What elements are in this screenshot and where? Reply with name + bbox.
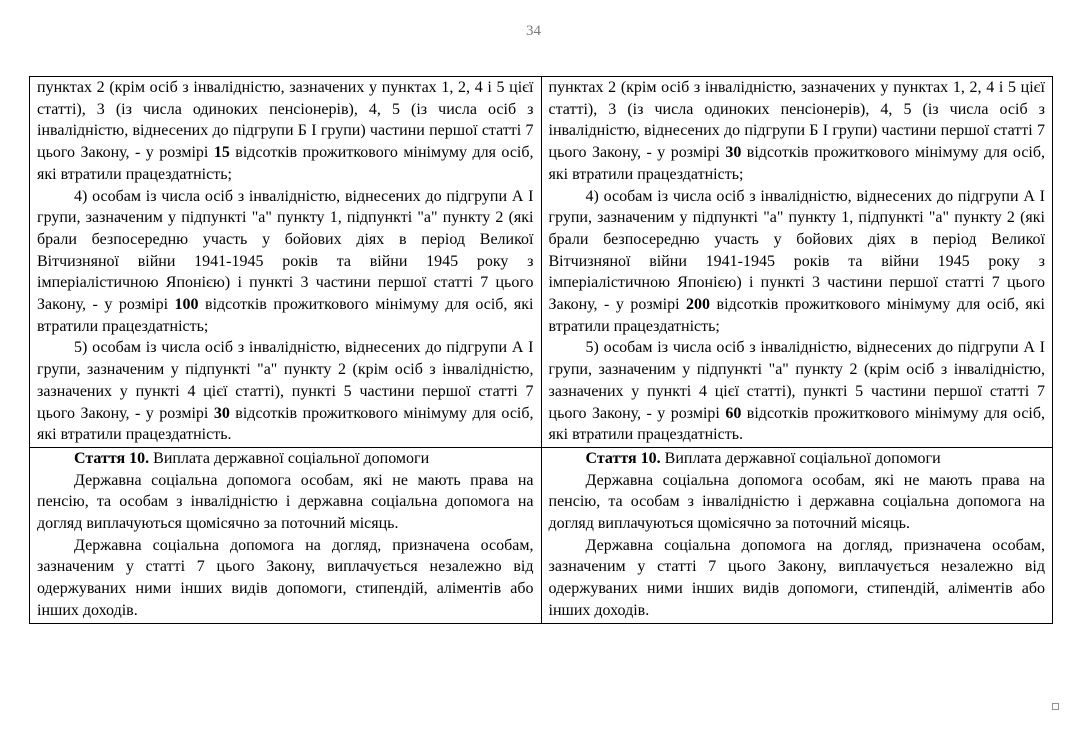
article-paragraph: Державна соціальна допомога особам, які не мають права на пенсію, та особам з інвалідністю і державна соціальна допомога на догляд виплачуються щомісячно за поточний місяць. (548, 471, 1045, 533)
paragraph-continuation (37, 77, 534, 186)
table-resize-handle[interactable] (1052, 703, 1059, 710)
paragraph-item-4 (549, 186, 1046, 338)
text-span: пунктах 2 (крім осіб з інвалідністю, зазначених у пунктах 1, 2, 4 і 5 цієї статті), 3 (із числа одиноких пенсіонерів), 4, 5 (із числа осіб з інвалідністю, віднесених до підгрупи Б І групи) частини першої статті 7 цього Закону, - у розмірі (548, 79, 1045, 162)
text-span: 4) особам із числа осіб з інвалідністю, віднесених до підгрупи А І групи, зазначеним у підпункті "а" пункту 1, підпункті "а" пункту 2 (які брали безпосередню участь у бойових діях в період Великої Вітчизняної війни 1941-1945 років та війни 1945 року з імперіалістичною Японією) і пункті 3 частини першої статті 7 цього Закону, - у розмірі (37, 187, 534, 314)
table-row (30, 447, 1053, 623)
article-paragraph: Державна соціальна допомога особам, які не мають права на пенсію, та особам з інвалідністю і державна соціальна допомога на догляд виплачуються щомісячно за поточний місяць. (37, 471, 534, 533)
article-title: Виплата державної соціальної допомоги (149, 449, 430, 467)
page-number: 34 (526, 23, 541, 39)
article-label: Стаття 10. (74, 449, 150, 467)
article-heading (37, 448, 534, 470)
article-label: Стаття 10. (585, 449, 661, 467)
percentage-value: 15 (213, 144, 230, 162)
text-span: 4) особам із числа осіб з інвалідністю, віднесених до підгрупи А І групи, зазначеним у підпункті "а" пункту 1, підпункті "а" пункту 2 (які брали безпосередню участь у бойових діях в період Великої Вітчизняної війни 1941-1945 років та війни 1945 року з імперіалістичною Японією) і пункті 3 частини першої статті 7 цього Закону, - у розмірі (548, 187, 1045, 314)
percentage-value: 30 (725, 144, 742, 162)
right-column-cell (541, 77, 1053, 448)
percentage-value: 200 (686, 296, 711, 314)
paragraph-item-5 (37, 337, 534, 446)
text-span: відсотків прожиткового мінімуму для осіб, які втратили працездатність. (548, 404, 1046, 444)
percentage-value: 30 (213, 404, 230, 422)
text-span: пунктах 2 (крім осіб з інвалідністю, зазначених у пунктах 1, 2, 4 і 5 цієї статті), 3 (із числа одиноких пенсіонерів), 4, 5 (із числа осіб з інвалідністю, віднесених до підгрупи Б І групи) частини першої статті 7 цього Закону, - у розмірі (37, 79, 534, 162)
text-span: 5) особам із числа осіб з інвалідністю, віднесених до підгрупи А І групи, зазначеним у підпункті "а" пункту 2 (крім осіб з інвалідністю, зазначених у пункті 4 цієї статті), пункті 5 частини першої статті 7 цього Закону, - у розмірі (37, 339, 534, 422)
percentage-value: 60 (725, 404, 742, 422)
left-column-cell (30, 447, 542, 623)
text-span: відсотків прожиткового мінімуму для осіб, які втратили працездатність; (37, 296, 534, 335)
text-span: 5) особам із числа осіб з інвалідністю, віднесених до підгрупи А І групи, зазначеним у підпункті "а" пункту 2 (крім осіб з інвалідністю, зазначених у пункті 4 цієї статті), пункті 5 частини першої статті 7 цього Закону, - у розмірі (548, 339, 1045, 422)
article-paragraph: Державна соціальна допомога на догляд, призначена особам, зазначеним у статті 7 цього Закону, виплачується незалежно від одержуваних ними інших видів допомоги, стипендій, аліментів або інших доходів. (548, 536, 1045, 619)
text-span: відсотків прожиткового мінімуму для осіб, які втратили працездатність. (37, 404, 534, 444)
paragraph-item-5 (549, 337, 1046, 446)
right-column-cell (541, 447, 1053, 623)
text-span: відсотків прожиткового мінімуму для осіб, які втратили працездатність; (37, 144, 534, 183)
article-paragraph: Державна соціальна допомога на догляд, призначена особам, зазначеним у статті 7 цього Закону, виплачується незалежно від одержуваних ними інших видів допомоги, стипендій, аліментів або інших доходів. (37, 536, 534, 619)
text-span: відсотків прожиткового мінімуму для осіб, які втратили працездатність; (548, 296, 1046, 335)
comparison-table (29, 76, 1053, 624)
left-column-cell (30, 77, 542, 448)
article-title: Виплата державної соціальної допомоги (660, 449, 941, 467)
paragraph-item-4 (37, 186, 534, 338)
percentage-value: 100 (174, 296, 199, 314)
table-row (30, 77, 1053, 448)
text-span: відсотків прожиткового мінімуму для осіб, які втратили працездатність; (548, 144, 1046, 183)
paragraph-continuation (549, 77, 1046, 186)
article-heading (549, 448, 1046, 470)
